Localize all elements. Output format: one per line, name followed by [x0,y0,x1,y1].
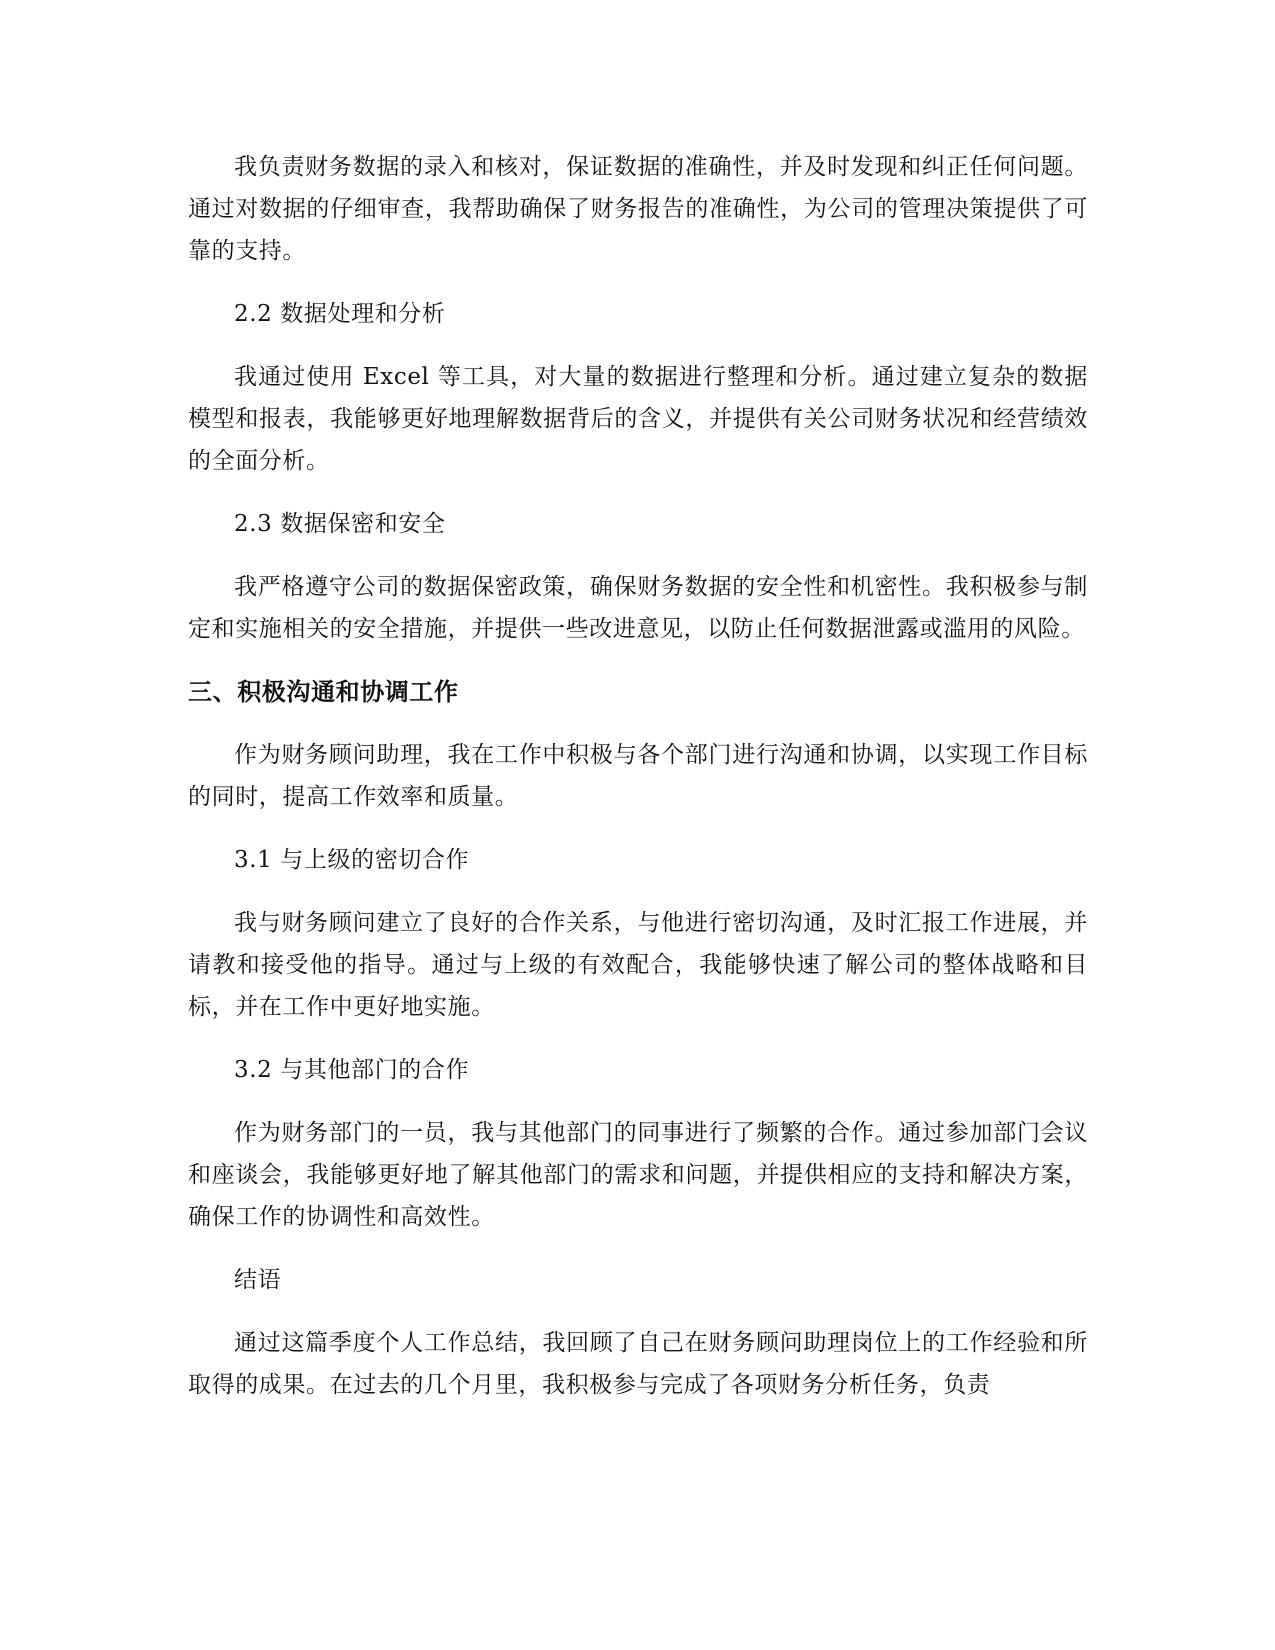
section-heading-3: 三、积极沟通和协调工作 [188,678,459,706]
paragraph-data-security: 我严格遵守公司的数据保密政策，确保财务数据的安全性和机密性。我积极参与制定和实施相关的安全措施，并提供一些改进意见，以防止任何数据泄露或滥用的风险。 [188,574,1088,642]
paragraph-data-analysis: 我通过使用 Excel 等工具，对大量的数据进行整理和分析。通过建立复杂的数据模型和报表，我能够更好地理解数据背后的含义，并提供有关公司财务状况和经营绩效的全面分析。 [188,364,1088,474]
subheading-3-2: 3.2 与其他部门的合作 [234,1057,470,1083]
paragraph-supervisor-cooperation: 我与财务顾问建立了良好的合作关系，与他进行密切沟通，及时汇报工作进展，并请教和接受他的指导。通过与上级的有效配合，我能够快速了解公司的整体战略和目标，并在工作中更好地实施。 [188,910,1088,1020]
subheading-2-2: 2.2 数据处理和分析 [234,301,446,327]
subheading-conclusion: 结语 [234,1267,282,1293]
subheading-2-3: 2.3 数据保密和安全 [234,511,446,537]
paragraph-data-entry: 我负责财务数据的录入和核对，保证数据的准确性，并及时发现和纠正任何问题。通过对数据的仔细审查，我帮助确保了财务报告的准确性，为公司的管理决策提供了可靠的支持。 [188,154,1088,264]
subheading-3-1: 3.1 与上级的密切合作 [234,847,470,873]
document-body [188,146,1088,1427]
paragraph-department-cooperation: 作为财务部门的一员，我与其他部门的同事进行了频繁的合作。通过参加部门会议和座谈会，我能够更好地了解其他部门的需求和问题，并提供相应的支持和解决方案，确保工作的协调性和高效性。 [188,1120,1088,1230]
paragraph-conclusion: 通过这篇季度个人工作总结，我回顾了自己在财务顾问助理岗位上的工作经验和所取得的成果。在过去的几个月里，我积极参与完成了各项财务分析任务，负责 [188,1330,1088,1398]
paragraph-communication-intro: 作为财务顾问助理，我在工作中积极与各个部门进行沟通和协调，以实现工作目标的同时，提高工作效率和质量。 [188,742,1088,810]
